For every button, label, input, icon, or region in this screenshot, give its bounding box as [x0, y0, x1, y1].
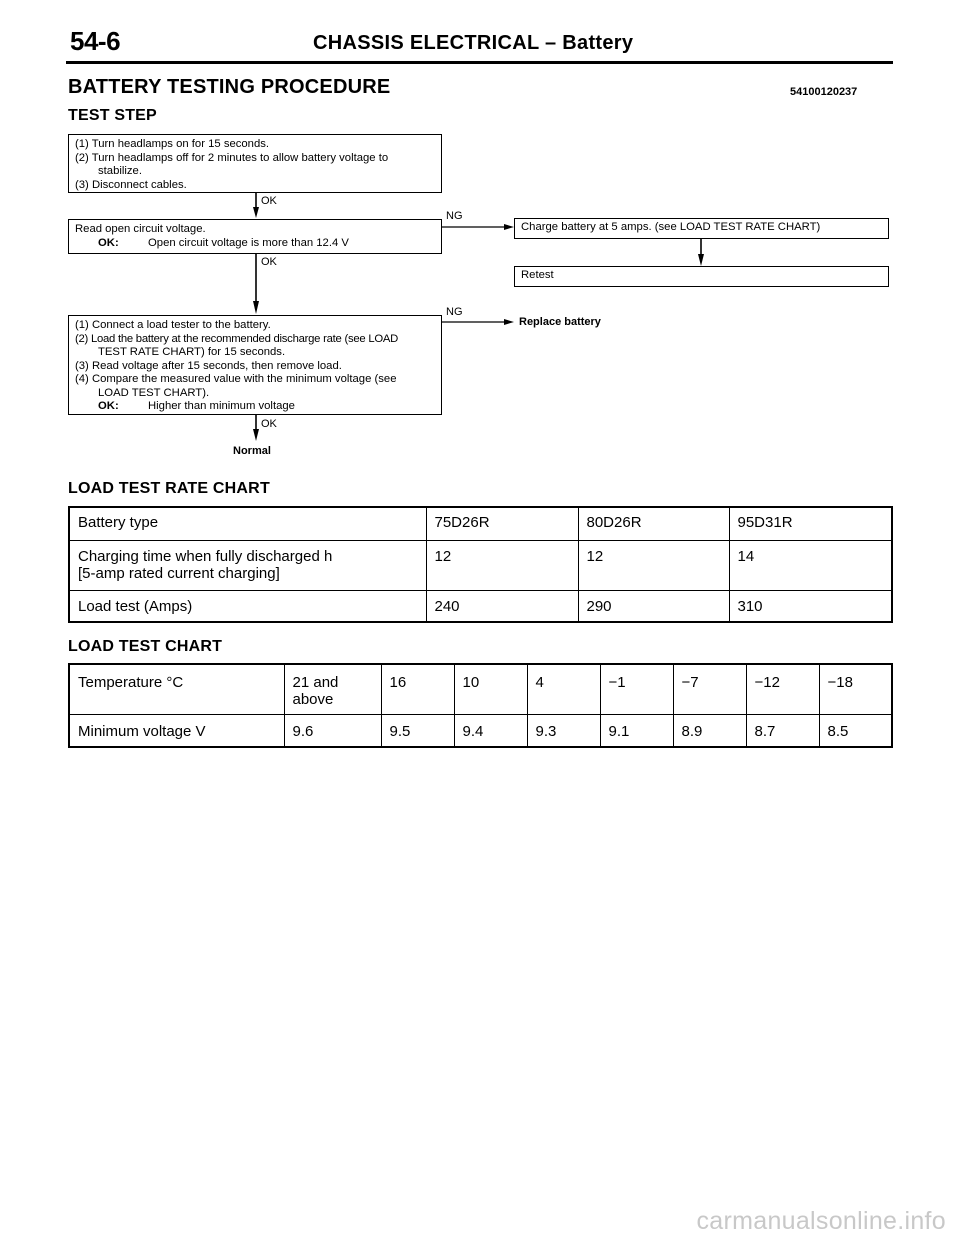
retest-text: Retest [521, 269, 554, 281]
table-cell: 310 [729, 590, 892, 622]
test-step-title: TEST STEP [68, 107, 157, 124]
table-cell [284, 664, 381, 714]
procedure-title: BATTERY TESTING PROCEDURE [68, 76, 391, 98]
table-cell: 9.3 [527, 714, 600, 747]
step3-line-3: TEST RATE CHART) for 15 seconds. [98, 346, 286, 358]
table-row [69, 507, 892, 540]
retest-box [514, 266, 889, 287]
step3-box [68, 315, 442, 415]
header-title: CHASSIS ELECTRICAL – Battery [313, 32, 634, 54]
table-cell: −1 [600, 664, 673, 714]
table-cell: 12 [578, 540, 729, 590]
table-cell: 12 [426, 540, 578, 590]
table-row [69, 664, 892, 714]
replace-battery-label: Replace battery [519, 316, 601, 328]
step1-box [68, 134, 442, 193]
ng-label-2: NG [446, 306, 463, 318]
step2-line-1: Read open circuit voltage. [75, 223, 206, 235]
table-cell: 75D26R [426, 507, 578, 540]
step1-line-4: (3) Disconnect cables. [75, 178, 187, 191]
table-cell: 14 [729, 540, 892, 590]
temp-first-line-1: 21 and [292, 674, 339, 691]
table-cell: 80D26R [578, 507, 729, 540]
step3-line-6: LOAD TEST CHART). [98, 386, 210, 399]
table-cell: 9.6 [284, 714, 381, 747]
table-cell: Temperature °C [69, 664, 284, 714]
table-row [69, 590, 892, 622]
table-cell: −18 [819, 664, 892, 714]
load-chart-title: LOAD TEST CHART [68, 638, 223, 655]
table-cell: 8.5 [819, 714, 892, 747]
table-cell: −12 [746, 664, 819, 714]
table-cell: 10 [454, 664, 527, 714]
table-cell: Battery type [69, 507, 426, 540]
step3-ok-text: Higher than minimum voltage [148, 400, 295, 412]
step3-ok-label: OK: [98, 400, 119, 412]
normal-label: Normal [233, 445, 271, 457]
table-row [69, 540, 892, 590]
ok-label-2: OK [261, 256, 277, 268]
step3-line-1: (1) Connect a load tester to the battery. [75, 319, 271, 331]
rate-chart-table [68, 506, 893, 623]
step1-line-2: (2) Turn headlamps off for 2 minutes to allow battery voltage to [75, 151, 389, 164]
table-cell [69, 540, 426, 590]
table-cell: 9.5 [381, 714, 454, 747]
step3-line-2: (2) Load the battery at the recommended discharge rate (see LOAD [75, 332, 399, 345]
table-cell: 16 [381, 664, 454, 714]
step3-line-5: (4) Compare the measured value with the minimum voltage (see [75, 373, 397, 385]
step1-line-3: stabilize. [98, 165, 142, 177]
table-cell: 4 [527, 664, 600, 714]
charging-time-label-2: [5-amp rated current charging] [78, 564, 280, 582]
rate-chart-title: LOAD TEST RATE CHART [68, 480, 270, 497]
ok-label-1: OK [261, 195, 277, 207]
charge-battery-box [514, 218, 889, 239]
page-number: 54-6 [70, 26, 121, 56]
table-cell: −7 [673, 664, 746, 714]
step1-line-1: (1) Turn headlamps on for 15 seconds. [75, 138, 270, 150]
table-cell: 9.4 [454, 714, 527, 747]
table-cell: 8.9 [673, 714, 746, 747]
procedure-code: 54100120237 [790, 86, 858, 98]
step2-ok-text: Open circuit voltage is more than 12.4 V [148, 236, 349, 249]
table-row [69, 714, 892, 747]
charge-battery-text: Charge battery at 5 amps. (see LOAD TEST RATE CHART) [521, 221, 821, 233]
step3-line-4: (3) Read voltage after 15 seconds, then remove load. [75, 359, 342, 372]
step2-ok-label: OK: [98, 236, 119, 249]
watermark: carmanualsonline.info [696, 1207, 946, 1235]
table-cell: 8.7 [746, 714, 819, 747]
table-cell: 240 [426, 590, 578, 622]
table-cell: 290 [578, 590, 729, 622]
table-cell: Minimum voltage V [69, 714, 284, 747]
table-cell: 9.1 [600, 714, 673, 747]
table-cell: 95D31R [729, 507, 892, 540]
table-cell: Load test (Amps) [69, 590, 426, 622]
ng-label-1: NG [446, 210, 463, 222]
temp-first-line-2: above [292, 691, 334, 708]
step2-box [68, 219, 442, 254]
load-chart-table [68, 663, 893, 748]
charging-time-label: Charging time when fully discharged h [78, 547, 333, 565]
ok-label-3: OK [261, 418, 277, 430]
